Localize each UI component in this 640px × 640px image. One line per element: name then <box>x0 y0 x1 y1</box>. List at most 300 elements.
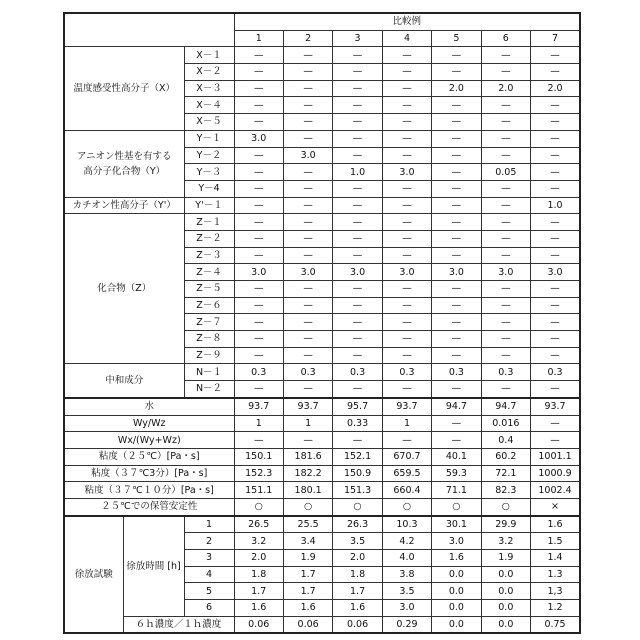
row-sublabel: N－１ <box>184 364 234 381</box>
value-cell: — <box>432 432 481 449</box>
value-cell: 71.1 <box>432 482 481 499</box>
value-cell: 4.2 <box>382 533 431 550</box>
row-sublabel: Z－７ <box>184 314 234 331</box>
value-cell: — <box>481 331 530 348</box>
value-cell: — <box>481 47 530 64</box>
value-cell: — <box>432 281 481 298</box>
value-cell: 3.2 <box>481 533 530 550</box>
value-cell: 3.0 <box>432 533 481 550</box>
row-sublabel: Z－６ <box>184 297 234 314</box>
value-cell: 3.8 <box>382 566 431 583</box>
value-cell: 0.3 <box>481 364 530 381</box>
value-cell: 94.7 <box>481 398 530 415</box>
value-cell: — <box>234 164 283 181</box>
row-sublabel: Y'－１ <box>184 197 234 214</box>
value-cell: 0.3 <box>531 364 580 381</box>
value-cell: — <box>382 432 431 449</box>
corner-cell <box>64 13 234 47</box>
value-cell: 0.0 <box>432 600 481 617</box>
value-cell: — <box>382 130 431 147</box>
table-row <box>64 47 580 64</box>
row-sublabel: X－２ <box>184 64 234 81</box>
value-cell: 4.0 <box>382 550 431 567</box>
row-sublabel: Z－３ <box>184 247 234 264</box>
value-cell: 1.9 <box>481 550 530 567</box>
value-cell: 1 <box>234 415 283 432</box>
value-cell: 1000.9 <box>531 465 580 482</box>
value-cell: — <box>382 347 431 364</box>
value-cell: 3.0 <box>382 600 431 617</box>
value-cell: — <box>333 381 382 398</box>
value-cell: — <box>382 297 431 314</box>
value-cell: — <box>283 130 332 147</box>
value-cell: 2.0 <box>432 80 481 97</box>
value-cell: — <box>333 247 382 264</box>
value-cell: 152.3 <box>234 465 283 482</box>
row-sublabel: 4 <box>184 566 234 583</box>
value-cell: — <box>432 197 481 214</box>
value-cell: 0.0 <box>481 583 530 600</box>
value-cell: — <box>531 381 580 398</box>
value-cell: — <box>481 64 530 81</box>
value-cell: 1.5 <box>531 533 580 550</box>
row-sublabel: X－３ <box>184 80 234 97</box>
value-cell: — <box>283 80 332 97</box>
value-cell: 1.7 <box>333 583 382 600</box>
value-cell: — <box>531 147 580 164</box>
row-sublabel: Y－4 <box>184 180 234 197</box>
value-cell: 1.7 <box>283 566 332 583</box>
release-time-label: 徐放時間 [h] <box>123 516 184 617</box>
row-sublabel: Z－２ <box>184 230 234 247</box>
value-cell: 1.4 <box>531 550 580 567</box>
value-cell: 2.0 <box>481 80 530 97</box>
value-cell: — <box>234 331 283 348</box>
value-cell: — <box>333 147 382 164</box>
value-cell: — <box>531 114 580 131</box>
row-sublabel: X－５ <box>184 114 234 131</box>
value-cell: — <box>432 347 481 364</box>
value-cell: 0.06 <box>333 616 382 633</box>
value-cell: 3.5 <box>333 533 382 550</box>
value-cell: — <box>481 230 530 247</box>
column-header: 6 <box>481 30 530 47</box>
value-cell: — <box>481 381 530 398</box>
value-cell: 3.0 <box>283 147 332 164</box>
value-cell: 1.7 <box>283 583 332 600</box>
value-cell: 82.3 <box>481 482 530 499</box>
value-cell: 25.5 <box>283 516 332 533</box>
table-row <box>64 415 580 432</box>
value-cell: 10.3 <box>382 516 431 533</box>
value-cell: — <box>333 130 382 147</box>
value-cell: 1.8 <box>333 566 382 583</box>
value-cell: — <box>283 64 332 81</box>
value-cell: — <box>481 281 530 298</box>
value-cell: — <box>531 347 580 364</box>
value-cell: 1.6 <box>333 600 382 617</box>
value-cell: — <box>382 147 431 164</box>
group-label: 温度感受性高分子（X） <box>64 47 184 130</box>
value-cell: — <box>283 314 332 331</box>
value-cell: — <box>531 331 580 348</box>
value-cell: 93.7 <box>531 398 580 415</box>
value-cell: 0.3 <box>382 364 431 381</box>
value-cell: — <box>382 331 431 348</box>
value-cell: — <box>283 347 332 364</box>
value-cell: — <box>382 230 431 247</box>
column-header: 3 <box>333 30 382 47</box>
value-cell: — <box>333 297 382 314</box>
row-label: ２５℃での保管安定性 <box>64 498 234 515</box>
value-cell: — <box>333 47 382 64</box>
value-cell: 1.8 <box>234 566 283 583</box>
value-cell: 0.0 <box>481 600 530 617</box>
comparison-header: 比較例 <box>234 13 580 30</box>
value-cell: — <box>234 180 283 197</box>
value-cell: — <box>481 97 530 114</box>
value-cell: — <box>432 164 481 181</box>
table-row <box>64 465 580 482</box>
value-cell: 1.9 <box>283 550 332 567</box>
value-cell: 2.0 <box>531 80 580 97</box>
value-cell: 182.2 <box>283 465 332 482</box>
value-cell: 3.0 <box>432 264 481 281</box>
value-cell: — <box>234 347 283 364</box>
value-cell: 0.33 <box>333 415 382 432</box>
value-cell: — <box>432 230 481 247</box>
value-cell: — <box>382 281 431 298</box>
value-cell: — <box>234 147 283 164</box>
value-cell: ○ <box>283 498 332 515</box>
row-label: Wy/Wz <box>64 415 234 432</box>
value-cell: 1.6 <box>531 516 580 533</box>
value-cell: — <box>283 164 332 181</box>
group-label: カチオン性高分子（Y'） <box>64 197 184 214</box>
value-cell: 670.7 <box>382 448 431 465</box>
value-cell: — <box>531 432 580 449</box>
value-cell: — <box>432 247 481 264</box>
value-cell: 151.3 <box>333 482 382 499</box>
value-cell: 1 <box>382 415 431 432</box>
value-cell: 3.0 <box>283 264 332 281</box>
value-cell: 26.5 <box>234 516 283 533</box>
value-cell: 1002.4 <box>531 482 580 499</box>
value-cell: — <box>531 214 580 231</box>
value-cell: — <box>333 180 382 197</box>
value-cell: 0.3 <box>333 364 382 381</box>
table-row <box>64 197 580 214</box>
value-cell: — <box>333 114 382 131</box>
value-cell: — <box>283 214 332 231</box>
value-cell: — <box>234 214 283 231</box>
value-cell: — <box>234 314 283 331</box>
value-cell: — <box>531 47 580 64</box>
value-cell: 660.4 <box>382 482 431 499</box>
value-cell: 93.7 <box>283 398 332 415</box>
value-cell: — <box>382 47 431 64</box>
group-label: 化合物（Z） <box>64 214 184 364</box>
value-cell: — <box>481 114 530 131</box>
value-cell: — <box>333 347 382 364</box>
value-cell: 659.5 <box>382 465 431 482</box>
value-cell: — <box>234 64 283 81</box>
value-cell: — <box>382 247 431 264</box>
value-cell: — <box>333 97 382 114</box>
value-cell: — <box>283 381 332 398</box>
value-cell: 3.2 <box>234 533 283 550</box>
value-cell: 0.05 <box>481 164 530 181</box>
value-cell: 1,3 <box>531 583 580 600</box>
value-cell: — <box>382 80 431 97</box>
ratio-label: ６ｈ濃度／１ｈ濃度 <box>123 616 234 633</box>
value-cell: — <box>234 281 283 298</box>
value-cell: 0.3 <box>283 364 332 381</box>
value-cell: 1.6 <box>432 550 481 567</box>
row-label: Wx/(Wy+Wz) <box>64 432 234 449</box>
value-cell: ○ <box>432 498 481 515</box>
table-row <box>64 130 580 147</box>
value-cell: ○ <box>481 498 530 515</box>
table-row <box>64 398 580 415</box>
value-cell: 93.7 <box>382 398 431 415</box>
value-cell: — <box>432 114 481 131</box>
value-cell: — <box>382 214 431 231</box>
value-cell: 3.0 <box>382 264 431 281</box>
value-cell: 2.0 <box>234 550 283 567</box>
row-sublabel: Y－１ <box>184 130 234 147</box>
value-cell: 3.0 <box>333 264 382 281</box>
value-cell: 93.7 <box>234 398 283 415</box>
value-cell: 152.1 <box>333 448 382 465</box>
value-cell: 95.7 <box>333 398 382 415</box>
column-header: 5 <box>432 30 481 47</box>
row-sublabel: 1 <box>184 516 234 533</box>
row-sublabel: 5 <box>184 583 234 600</box>
value-cell: 40.1 <box>432 448 481 465</box>
value-cell: — <box>531 164 580 181</box>
column-header: 4 <box>382 30 431 47</box>
table-row <box>64 498 580 515</box>
value-cell: 150.9 <box>333 465 382 482</box>
value-cell: — <box>333 432 382 449</box>
value-cell: 30.1 <box>432 516 481 533</box>
row-sublabel: Z－５ <box>184 281 234 298</box>
row-label: 水 <box>64 398 234 415</box>
column-header: 7 <box>531 30 580 47</box>
row-sublabel: X－４ <box>184 97 234 114</box>
value-cell: 3.5 <box>382 583 431 600</box>
value-cell: — <box>432 214 481 231</box>
group-label: 中和成分 <box>64 364 184 398</box>
release-test-label: 徐放試験 <box>64 516 123 634</box>
value-cell: — <box>382 180 431 197</box>
value-cell: 3.0 <box>382 164 431 181</box>
row-sublabel: Z－４ <box>184 264 234 281</box>
value-cell: 0.0 <box>432 616 481 633</box>
value-cell: 1.6 <box>234 600 283 617</box>
column-header: 2 <box>283 30 332 47</box>
value-cell: — <box>234 80 283 97</box>
value-cell: — <box>432 415 481 432</box>
value-cell: — <box>432 47 481 64</box>
value-cell: — <box>382 381 431 398</box>
value-cell: 0.0 <box>481 566 530 583</box>
value-cell: 181.6 <box>283 448 332 465</box>
value-cell: — <box>382 114 431 131</box>
value-cell: 1.0 <box>531 197 580 214</box>
value-cell: — <box>382 64 431 81</box>
value-cell: 3.4 <box>283 533 332 550</box>
value-cell: — <box>283 247 332 264</box>
value-cell: — <box>333 230 382 247</box>
row-sublabel: 2 <box>184 533 234 550</box>
value-cell: — <box>531 230 580 247</box>
value-cell: — <box>481 180 530 197</box>
value-cell: 60.2 <box>481 448 530 465</box>
value-cell: 29.9 <box>481 516 530 533</box>
row-label: 粘度（３７℃3分）[Pa・s] <box>64 465 234 482</box>
value-cell: — <box>234 114 283 131</box>
value-cell: — <box>481 314 530 331</box>
value-cell: — <box>333 281 382 298</box>
value-cell: — <box>234 230 283 247</box>
value-cell: 150.1 <box>234 448 283 465</box>
value-cell: — <box>333 214 382 231</box>
value-cell: — <box>333 64 382 81</box>
value-cell: — <box>234 47 283 64</box>
value-cell: — <box>531 297 580 314</box>
value-cell: 26.3 <box>333 516 382 533</box>
value-cell: — <box>283 47 332 64</box>
value-cell: — <box>234 247 283 264</box>
table-row <box>64 214 580 231</box>
value-cell: — <box>481 297 530 314</box>
value-cell: 3.0 <box>234 130 283 147</box>
value-cell: 0.0 <box>481 616 530 633</box>
value-cell: — <box>283 180 332 197</box>
value-cell: — <box>432 314 481 331</box>
value-cell: 151.1 <box>234 482 283 499</box>
value-cell: — <box>531 281 580 298</box>
value-cell: — <box>432 147 481 164</box>
value-cell: — <box>333 80 382 97</box>
row-sublabel: 3 <box>184 550 234 567</box>
value-cell: — <box>234 381 283 398</box>
value-cell: — <box>333 331 382 348</box>
value-cell: 59.3 <box>432 465 481 482</box>
comparison-table <box>63 12 581 634</box>
value-cell: — <box>432 97 481 114</box>
value-cell: — <box>333 197 382 214</box>
value-cell: 2.0 <box>333 550 382 567</box>
value-cell: — <box>283 432 332 449</box>
row-sublabel: N－２ <box>184 381 234 398</box>
value-cell: — <box>234 297 283 314</box>
row-sublabel: Z－９ <box>184 347 234 364</box>
row-sublabel: Z－１ <box>184 214 234 231</box>
value-cell: — <box>531 64 580 81</box>
value-cell: — <box>382 97 431 114</box>
value-cell: — <box>481 347 530 364</box>
value-cell: 1.0 <box>333 164 382 181</box>
value-cell: — <box>481 147 530 164</box>
value-cell: ○ <box>382 498 431 515</box>
value-cell: — <box>531 247 580 264</box>
table-row <box>64 516 580 533</box>
value-cell: 0.0 <box>432 583 481 600</box>
value-cell: 1.3 <box>531 566 580 583</box>
value-cell: — <box>481 197 530 214</box>
value-cell: — <box>531 180 580 197</box>
value-cell: 0.29 <box>382 616 431 633</box>
value-cell: — <box>382 314 431 331</box>
value-cell: 0.06 <box>234 616 283 633</box>
value-cell: 0.016 <box>481 415 530 432</box>
table-row <box>64 448 580 465</box>
row-label: 粘度（２５℃）[Pa・s] <box>64 448 234 465</box>
row-sublabel: Y－２ <box>184 147 234 164</box>
value-cell: 0.0 <box>432 566 481 583</box>
value-cell: 1 <box>283 415 332 432</box>
value-cell: — <box>333 314 382 331</box>
value-cell: 1.7 <box>234 583 283 600</box>
group-label: アニオン性基を有する 高分子化合物（Y） <box>64 130 184 197</box>
value-cell: — <box>283 297 332 314</box>
value-cell: — <box>432 130 481 147</box>
row-label: 粘度（３７℃１０分）[Pa・s] <box>64 482 234 499</box>
table-row <box>64 432 580 449</box>
value-cell: — <box>531 314 580 331</box>
row-sublabel: Y－３ <box>184 164 234 181</box>
value-cell: — <box>481 214 530 231</box>
value-cell: — <box>432 64 481 81</box>
value-cell: 3.0 <box>481 264 530 281</box>
row-sublabel: Z－８ <box>184 331 234 348</box>
value-cell: — <box>481 247 530 264</box>
value-cell: ○ <box>333 498 382 515</box>
value-cell: — <box>481 130 530 147</box>
value-cell: 0.75 <box>531 616 580 633</box>
value-cell: — <box>432 331 481 348</box>
value-cell: 3.0 <box>531 264 580 281</box>
value-cell: 0.4 <box>481 432 530 449</box>
value-cell: 3.0 <box>234 264 283 281</box>
value-cell: — <box>432 297 481 314</box>
value-cell: — <box>531 415 580 432</box>
table-row <box>64 616 580 633</box>
table-row <box>64 482 580 499</box>
value-cell: ○ <box>234 498 283 515</box>
value-cell: — <box>531 130 580 147</box>
value-cell: — <box>234 97 283 114</box>
value-cell: × <box>531 498 580 515</box>
value-cell: 1.2 <box>531 600 580 617</box>
value-cell: 0.06 <box>283 616 332 633</box>
column-header: 1 <box>234 30 283 47</box>
table-row <box>64 364 580 381</box>
value-cell: 94.7 <box>432 398 481 415</box>
value-cell: — <box>283 230 332 247</box>
value-cell: 180.1 <box>283 482 332 499</box>
value-cell: — <box>234 432 283 449</box>
value-cell: — <box>382 197 431 214</box>
value-cell: — <box>283 281 332 298</box>
value-cell: 0.3 <box>432 364 481 381</box>
value-cell: — <box>283 197 332 214</box>
value-cell: — <box>283 114 332 131</box>
value-cell: 1001.1 <box>531 448 580 465</box>
